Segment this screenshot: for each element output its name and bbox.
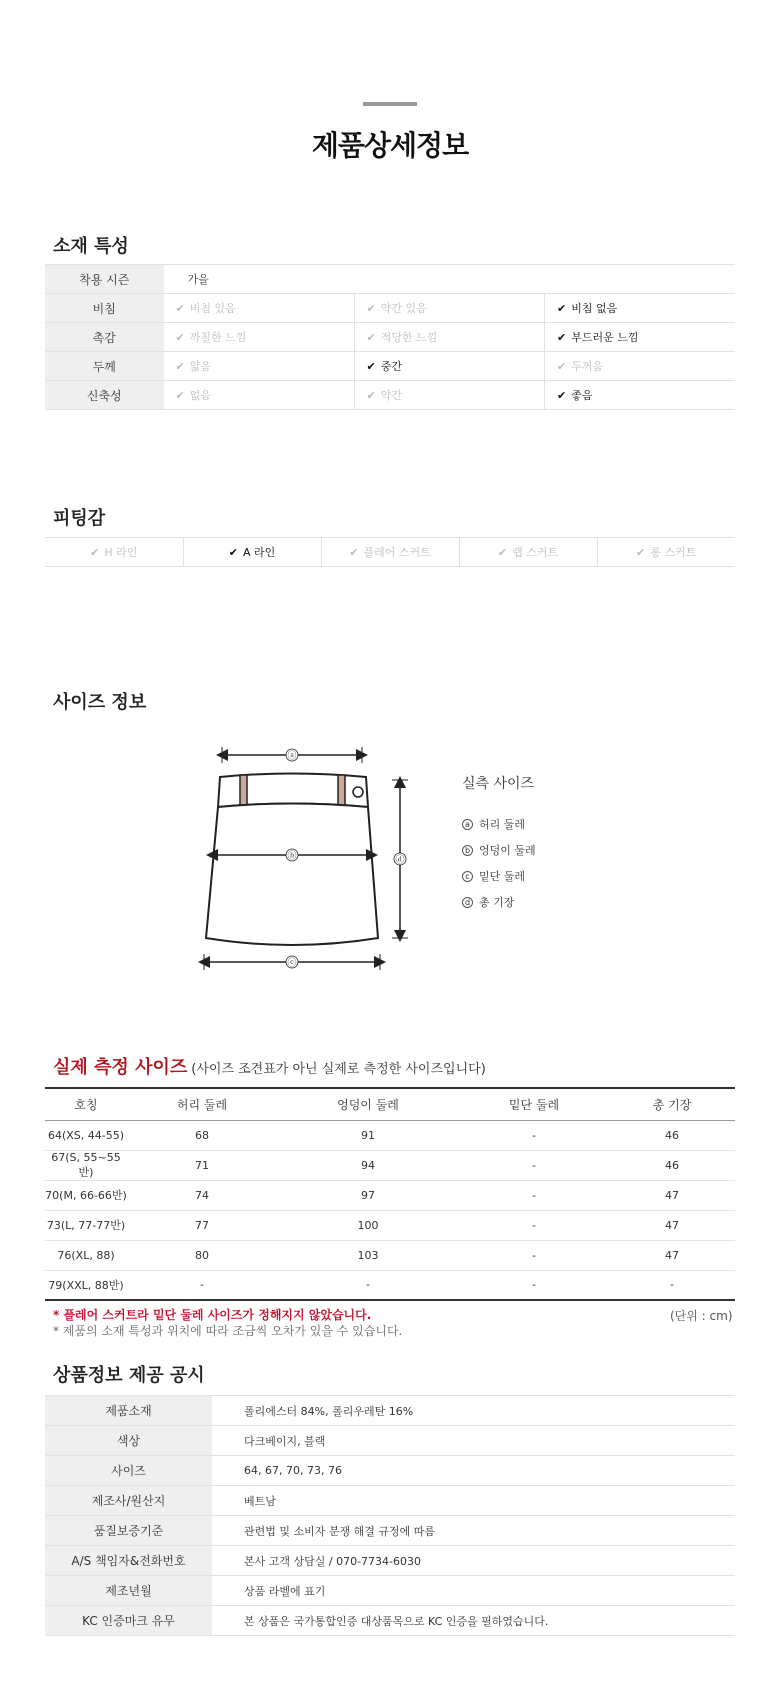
check-icon: ✔ [90, 546, 100, 559]
check-icon: ✔ [557, 302, 567, 315]
option-label: 비침 없음 [571, 302, 618, 315]
size-column-header: 허리 둘레 [127, 1088, 277, 1120]
size-cell: 97 [277, 1180, 459, 1210]
notice-value: 64, 67, 70, 73, 76 [212, 1456, 735, 1486]
size-row [45, 1180, 735, 1210]
size-cell: - [459, 1240, 609, 1270]
unit-label: (단위 : cm) [670, 1309, 733, 1323]
check-icon: ✔ [366, 302, 376, 315]
season-value: 가을 [164, 265, 735, 294]
option-cell [545, 381, 736, 410]
legend-item-d: d 총 기장 [462, 894, 514, 910]
size-cell: 94 [277, 1150, 459, 1180]
size-cell: - [459, 1120, 609, 1150]
option-label: 좋음 [571, 389, 593, 402]
notice-label: KC 인증마크 유무 [45, 1606, 212, 1636]
option-cell [354, 294, 544, 323]
notice-value: 본사 고객 상담실 / 070-7734-6030 [212, 1546, 735, 1576]
check-icon: ✔ [366, 389, 376, 402]
notice-row [45, 1546, 735, 1576]
size-cell: 100 [277, 1210, 459, 1240]
button-icon [353, 787, 363, 797]
size-cell: - [459, 1270, 609, 1300]
size-cell: 73(L, 77-77반) [45, 1210, 127, 1240]
check-icon: ✔ [366, 331, 376, 344]
notice-value: 상품 라벨에 표기 [212, 1576, 735, 1606]
size-cell: 46 [609, 1150, 735, 1180]
note-hem-undefined: * 플레어 스커트라 밑단 둘레 사이즈가 정해지지 않았습니다. [53, 1308, 372, 1322]
size-column-header: 엉덩이 둘레 [277, 1088, 459, 1120]
skirt-body [206, 804, 378, 946]
option-label: H 라인 [104, 546, 138, 559]
season-label: 착용 시즌 [45, 265, 164, 294]
diagram-mark-b: ⓑ [287, 851, 297, 862]
option-label: 얇음 [189, 360, 212, 373]
notice-label: 품질보증기준 [45, 1516, 212, 1546]
option-label: 약간 있음 [380, 302, 427, 315]
option-cell [597, 538, 735, 567]
option-cell [545, 294, 736, 323]
size-cell: 67(S, 55~55반) [45, 1150, 127, 1180]
material-row-label: 두께 [45, 352, 164, 381]
notice-label: 제조사/원산지 [45, 1486, 212, 1516]
size-cell: - [459, 1150, 609, 1180]
notice-value: 본 상품은 국가통합인증 대상품목으로 KC 인증을 필하였습니다. [212, 1606, 735, 1636]
size-info-section-title: 사이즈 정보 [53, 692, 147, 713]
size-cell: - [459, 1210, 609, 1240]
size-cell: 47 [609, 1240, 735, 1270]
belt-loop-left [240, 775, 247, 808]
check-icon: ✔ [497, 546, 508, 559]
size-cell: 80 [127, 1240, 277, 1270]
size-cell: 47 [609, 1210, 735, 1240]
size-cell: 64(XS, 44-55) [45, 1120, 127, 1150]
diagram-mark-c: ⓒ [287, 958, 297, 969]
legend-item-a: a 허리 둘레 [462, 816, 525, 832]
option-cell [164, 294, 354, 323]
product-notice-table [45, 1395, 735, 1636]
option-cell [354, 381, 544, 410]
size-cell: 103 [277, 1240, 459, 1270]
material-row [45, 352, 735, 381]
size-cell: 76(XL, 88) [45, 1240, 127, 1270]
check-icon: ✔ [349, 546, 359, 559]
size-cell: 70(M, 66-66반) [45, 1180, 127, 1210]
option-cell [354, 323, 544, 352]
material-row-label: 비침 [45, 294, 164, 323]
notice-value: 베트남 [212, 1486, 735, 1516]
material-table [45, 264, 735, 410]
option-label: 비침 있음 [189, 302, 236, 315]
option-label: 랩 스커트 [512, 546, 559, 559]
material-row-label: 촉감 [45, 323, 164, 352]
size-cell: 74 [127, 1180, 277, 1210]
check-icon: ✔ [557, 331, 567, 344]
check-icon: ✔ [228, 546, 238, 559]
notice-row [45, 1486, 735, 1516]
option-cell [545, 352, 736, 381]
material-row [45, 323, 735, 352]
fit-table [45, 537, 735, 567]
option-cell [459, 538, 597, 567]
option-label: 두꺼움 [571, 360, 604, 373]
notice-row [45, 1516, 735, 1546]
option-cell [45, 538, 183, 567]
option-cell [545, 323, 736, 352]
notice-row [45, 1456, 735, 1486]
option-cell [164, 381, 354, 410]
fit-section-title: 피팅감 [53, 508, 106, 529]
legend-item-b: b 엉덩이 둘레 [462, 842, 536, 858]
notice-label: 제조년월 [45, 1576, 212, 1606]
legend-item-c: c 밑단 둘레 [462, 868, 525, 884]
notice-label: 제품소재 [45, 1396, 212, 1426]
check-icon: ✔ [366, 360, 376, 373]
size-cell: - [127, 1270, 277, 1300]
check-icon: ✔ [175, 360, 185, 373]
belt-loop-right [338, 775, 345, 808]
diagram-mark-d: ⓓ [395, 855, 405, 866]
option-label: A 라인 [242, 546, 276, 559]
title-accent-bar [363, 102, 417, 106]
check-icon: ✔ [557, 360, 567, 373]
option-label: 까칠한 느낌 [189, 331, 247, 344]
option-label: 약간 [380, 389, 402, 402]
size-column-header: 밑단 둘레 [459, 1088, 609, 1120]
size-cell: - [609, 1270, 735, 1300]
notice-row [45, 1396, 735, 1426]
diagram-mark-a: ⓐ [287, 751, 297, 762]
size-cell: 91 [277, 1120, 459, 1150]
notice-section-title: 상품정보 제공 공시 [53, 1365, 205, 1386]
material-row [45, 294, 735, 323]
option-cell [183, 538, 321, 567]
notice-value: 다크베이지, 블랙 [212, 1426, 735, 1456]
notice-value: 관련법 및 소비자 분쟁 해결 규정에 따름 [212, 1516, 735, 1546]
notice-label: 사이즈 [45, 1456, 212, 1486]
material-row-label: 신축성 [45, 381, 164, 410]
option-label: 중간 [380, 360, 402, 373]
size-column-header: 총 기장 [609, 1088, 735, 1120]
size-row [45, 1150, 735, 1180]
notice-value: 폴리에스터 84%, 폴리우레탄 16% [212, 1396, 735, 1426]
size-cell: 68 [127, 1120, 277, 1150]
size-cell: - [459, 1180, 609, 1210]
check-icon: ✔ [557, 389, 567, 402]
size-cell: 71 [127, 1150, 277, 1180]
size-row [45, 1240, 735, 1270]
notice-label: A/S 책임자&전화번호 [45, 1546, 212, 1576]
option-label: 플레어 스커트 [363, 546, 431, 559]
notice-row [45, 1426, 735, 1456]
material-row-season [45, 265, 735, 294]
page-title: 제품상세정보 [311, 129, 469, 162]
skirt-diagram [190, 740, 430, 970]
option-label: 롱 스커트 [650, 546, 697, 559]
check-icon: ✔ [636, 546, 646, 559]
check-icon: ✔ [175, 302, 185, 315]
notice-row [45, 1606, 735, 1636]
notice-row [45, 1576, 735, 1606]
size-cell: 46 [609, 1120, 735, 1150]
option-label: 적당한 느낌 [380, 331, 438, 344]
size-cell: 79(XXL, 88반) [45, 1270, 127, 1300]
size-column-header: 호칭 [45, 1088, 127, 1120]
option-cell [354, 352, 544, 381]
measured-size-table [45, 1087, 735, 1301]
size-row [45, 1270, 735, 1300]
size-cell: 47 [609, 1180, 735, 1210]
option-cell [164, 323, 354, 352]
option-cell [164, 352, 354, 381]
measured-size-title: 실제 측정 사이즈 (사이즈 조견표가 아닌 실제로 측정한 사이즈입니다) [53, 1057, 486, 1078]
size-cell: 77 [127, 1210, 277, 1240]
option-cell [321, 538, 459, 567]
legend-title: 실측 사이즈 [462, 776, 535, 792]
option-label: 부드러운 느낌 [571, 331, 639, 344]
material-section-title: 소재 특성 [53, 236, 129, 257]
material-row [45, 381, 735, 410]
option-label: 없음 [189, 389, 212, 402]
check-icon: ✔ [175, 389, 185, 402]
size-row [45, 1210, 735, 1240]
note-measurement-error: * 제품의 소재 특성과 위치에 따라 조금씩 오차가 있을 수 있습니다. [53, 1324, 403, 1338]
notice-label: 색상 [45, 1426, 212, 1456]
size-cell: - [277, 1270, 459, 1300]
check-icon: ✔ [175, 331, 185, 344]
size-row [45, 1120, 735, 1150]
